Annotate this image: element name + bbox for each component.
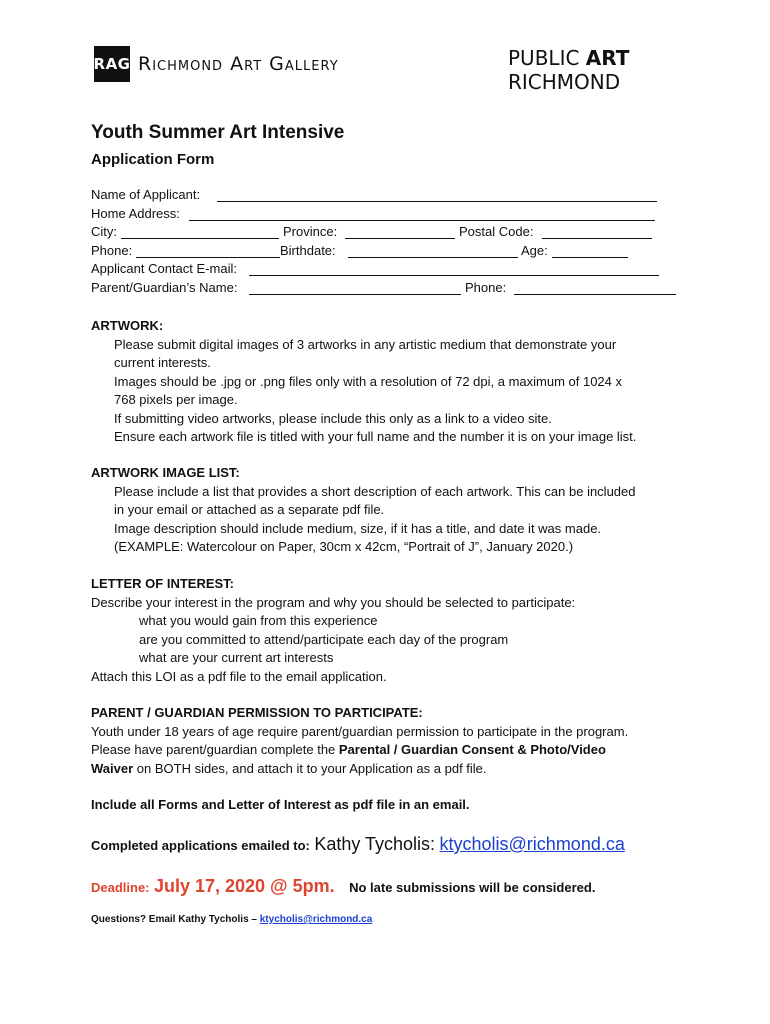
letter-section	[91, 575, 691, 686]
contact-name: Kathy Tycholis:	[314, 834, 436, 854]
deadline-label: Deadline:	[91, 880, 150, 895]
image-list-heading: ARTWORK IMAGE LIST:	[91, 465, 240, 480]
phone-label: Phone:	[91, 242, 133, 258]
postal-field[interactable]	[542, 238, 652, 239]
age-label: Age:	[521, 242, 548, 258]
letter-intro: Describe your interest in the program and why you should be selected to participate:	[91, 594, 576, 610]
postal-label: Postal Code:	[459, 224, 534, 239]
questions-label: Questions? Email Kathy Tycholis –	[91, 914, 260, 925]
guardian-label: Parent/Guardian’s Name:	[91, 279, 238, 295]
image-list-line: (EXAMPLE: Watercolour on Paper, 30cm x 42cm, “Portrait of J”, January 2020.)	[114, 539, 574, 554]
deadline-period: .	[329, 876, 335, 896]
emailed-label: Completed applications emailed to:	[91, 838, 310, 853]
emailed-to-line	[91, 834, 625, 855]
artwork-heading: ARTWORK:	[91, 318, 164, 333]
image-list-line: Image description should include medium, size, if it has a title, and date it was made.	[114, 520, 602, 536]
permission-line-1: Youth under 18 years of age require parent/guardian permission to participate in the program.	[91, 723, 629, 739]
permission-section	[91, 704, 691, 778]
deadline-date: July 17, 2020 @ 5pm	[153, 876, 330, 896]
artwork-line: If submitting video artworks, please include this only as a link to a video site.	[114, 410, 552, 426]
guardian-phone-field[interactable]	[514, 294, 676, 295]
artwork-line: current interests.	[114, 355, 211, 370]
province-label: Province:	[283, 224, 338, 239]
contact-email-link[interactable]: ktycholis@richmond.ca	[439, 834, 625, 854]
letter-item: what are your current art interests	[139, 650, 334, 665]
permission-line-3	[91, 760, 691, 779]
rag-mark: RAG	[94, 46, 130, 82]
artwork-line: 768 pixels per image.	[114, 392, 238, 407]
questions-email-link[interactable]: ktycholis@richmond.ca	[259, 914, 373, 925]
province-field[interactable]	[345, 238, 455, 239]
page-title: Youth Summer Art Intensive	[91, 122, 345, 143]
email-label: Applicant Contact E-mail:	[91, 261, 237, 276]
consent-form-name: Parental / Guardian Consent & Photo/Video	[338, 742, 606, 757]
image-list-line: Please include a list that provides a short description of each artwork. This can be included	[114, 483, 636, 499]
guardian-phone-label: Phone:	[465, 279, 507, 295]
age-field[interactable]	[552, 257, 628, 258]
include-forms-note: Include all Forms and Letter of Interest as pdf file in an email.	[91, 797, 470, 812]
waiver-word: Waiver	[91, 760, 134, 776]
phone-field[interactable]	[136, 257, 280, 258]
letter-item: are you committed to attend/participate each day of the program	[139, 631, 509, 647]
letter-heading: LETTER OF INTEREST:	[91, 576, 234, 591]
artwork-section	[91, 317, 691, 447]
public-art-richmond-logo	[508, 46, 629, 94]
artwork-line: Images should be .jpg or .png files only with a resolution of 72 dpi, a maximum of 1024 x	[114, 373, 623, 389]
artwork-line: Ensure each artwork file is titled with your full name and the number it is on your image list.	[114, 429, 637, 444]
letter-item: what you would gain from this experience	[139, 613, 378, 628]
email-field[interactable]	[249, 275, 659, 276]
rag-name: Richmond Art Gallery	[138, 53, 339, 75]
artwork-line: Please submit digital images of 3 artworks in any artistic medium that demonstrate your	[114, 336, 617, 352]
image-list-section	[91, 464, 691, 557]
public-art-line-2: RICHMOND	[508, 70, 621, 94]
permission-heading: PARENT / GUARDIAN PERMISSION TO PARTICIPATE:	[91, 705, 423, 720]
permission-line-3b: on BOTH sides, and attach it to your Application as a pdf file.	[133, 760, 487, 776]
public-art-word-2: ART	[585, 46, 630, 70]
guardian-field[interactable]	[249, 294, 461, 295]
permission-line-2a: Please have parent/guardian complete the	[91, 742, 339, 757]
late-submission-note: No late submissions will be considered.	[349, 880, 596, 895]
page-subtitle: Application Form	[91, 151, 215, 168]
birthdate-label: Birthdate:	[280, 242, 336, 258]
address-label: Home Address:	[91, 205, 180, 221]
permission-line-2	[91, 741, 691, 760]
public-art-word-1: PUBLIC	[508, 46, 580, 70]
city-label: City:	[91, 224, 117, 239]
name-field[interactable]	[217, 201, 657, 202]
letter-outro: Attach this LOI as a pdf file to the email application.	[91, 668, 387, 684]
address-field[interactable]	[189, 220, 655, 221]
birthdate-field[interactable]	[348, 257, 518, 258]
richmond-art-gallery-logo	[94, 46, 339, 82]
image-list-line: in your email or attached as a separate pdf file.	[114, 502, 385, 517]
name-label: Name of Applicant:	[91, 187, 201, 202]
questions-line	[91, 914, 372, 925]
deadline-line	[91, 876, 595, 897]
city-field[interactable]	[121, 238, 279, 239]
